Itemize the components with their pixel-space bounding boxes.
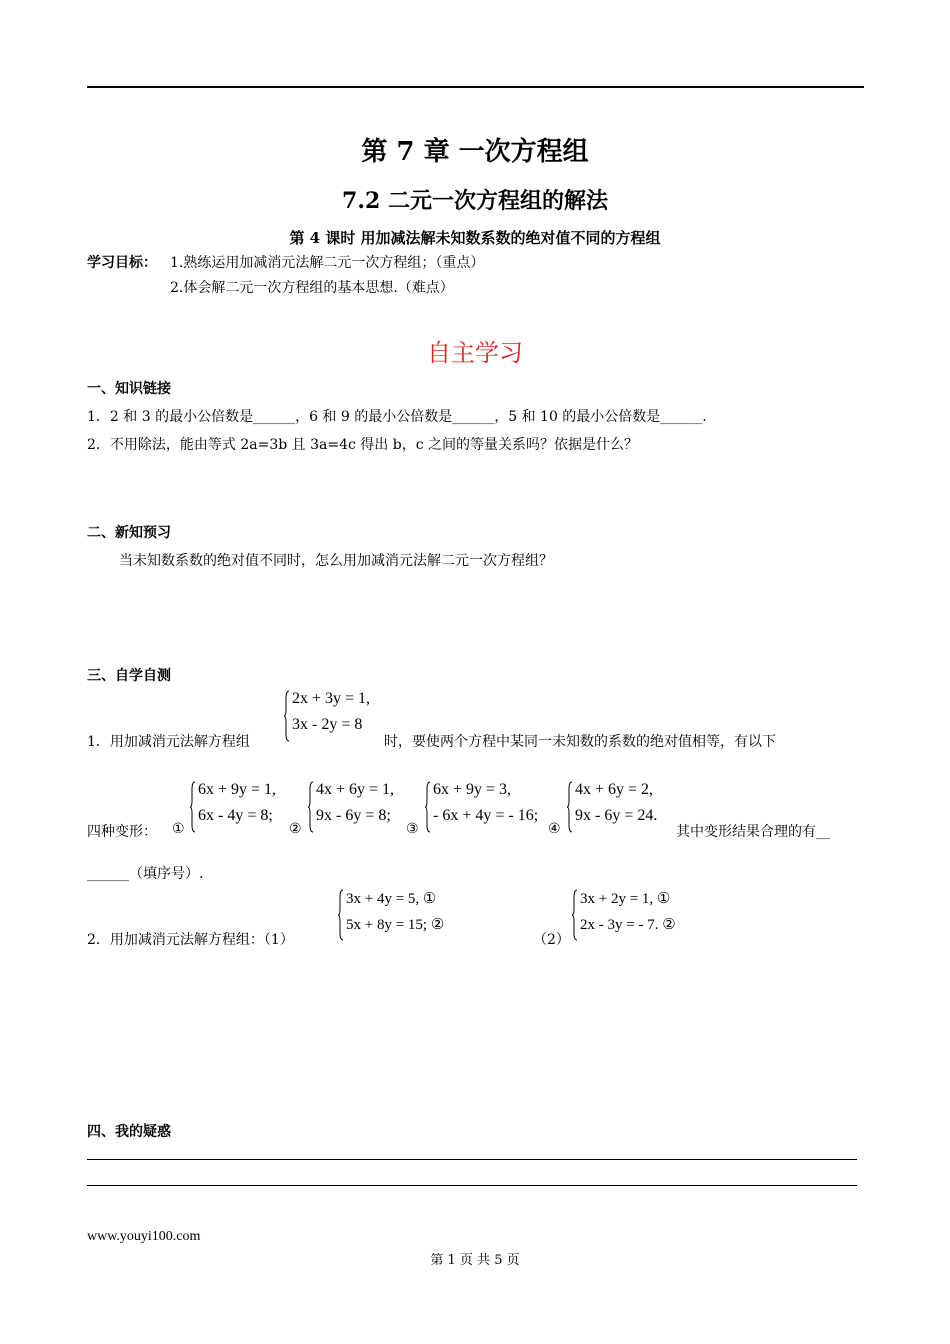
equation: 2x - 3y = - 7. ② (580, 917, 676, 933)
equation: 3x + 2y = 1, ① (580, 891, 671, 907)
variant-system (308, 781, 418, 833)
answer-line (87, 1159, 857, 1160)
s3-variants-suffix: 其中变形结果合理的有__ (676, 824, 830, 840)
left-brace-icon (308, 781, 314, 833)
footer-page-number: 第 1 页 共 5 页 (430, 1253, 520, 1268)
equation: 6x + 9y = 1, (198, 781, 277, 798)
variant-mark: ④ (548, 821, 561, 837)
s3-q1-system (284, 690, 394, 742)
footer-url: www.youyi100.com (87, 1229, 201, 1244)
objectives-label: 学习目标： (87, 255, 157, 271)
section2-text: 当未知数系数的绝对值不同时，怎么用加减消元法解二元一次方程组？ (119, 553, 553, 569)
s3-q2-system-1 (338, 889, 488, 941)
variant-system (190, 781, 300, 833)
section2-heading: 二、新知预习 (87, 525, 171, 541)
section1-heading: 一、知识链接 (87, 381, 171, 397)
variant-mark: ③ (406, 821, 419, 837)
left-brace-icon (284, 690, 290, 742)
s3-q2-prefix: 2．用加减消元法解方程组：（1） (87, 932, 294, 948)
equation: 9x - 6y = 8; (316, 807, 391, 824)
answer-line (87, 1185, 857, 1186)
objective-2: 2.体会解二元一次方程组的基本思想.（难点） (170, 280, 454, 296)
section3-heading: 三、自学自测 (87, 668, 171, 684)
chapter-title: 第 7 章 一次方程组 (361, 137, 589, 167)
lesson-title: 第 4 课时 用加减法解未知数系数的绝对值不同的方程组 (289, 229, 661, 247)
variant-system (425, 781, 555, 833)
equation: 6x - 4y = 8; (198, 807, 273, 824)
section-title: 7.2 二元一次方程组的解法 (342, 188, 608, 214)
left-brace-icon (425, 781, 431, 833)
equation: 9x - 6y = 24. (575, 807, 658, 824)
equation: - 6x + 4y = - 16; (433, 807, 539, 824)
s3-q1-prefix: 1．用加减消元法解方程组 (87, 734, 250, 750)
equation: 2x + 3y = 1, (292, 690, 371, 707)
left-brace-icon (338, 889, 344, 941)
part-title: 自主学习 (427, 339, 523, 367)
left-brace-icon (190, 781, 196, 833)
section4-heading: 四、我的疑惑 (87, 1124, 171, 1140)
section1-question-1: 1．2 和 3 的最小公倍数是______，6 和 9 的最小公倍数是______，5 和 10 的最小公倍数是______. (87, 409, 707, 425)
equation: 6x + 9y = 3, (433, 781, 512, 798)
left-brace-icon (572, 889, 578, 941)
header-rule (87, 86, 864, 88)
equation: 4x + 6y = 1, (316, 781, 395, 798)
variant-mark: ① (172, 821, 185, 837)
equation: 3x + 4y = 5, ① (346, 891, 437, 907)
s3-q2-system-2 (572, 889, 722, 941)
s3-variants-prefix: 四种变形： (87, 824, 157, 840)
equation: 5x + 8y = 15; ② (346, 917, 445, 933)
section1-question-2: 2．不用除法，能由等式 2a=3b 且 3a=4c 得出 b，c 之间的等量关系吗？依据是什么？ (87, 437, 638, 453)
left-brace-icon (567, 781, 573, 833)
s3-q2-label-2: （2） (533, 932, 570, 948)
equation: 3x - 2y = 8 (292, 716, 363, 733)
objective-1: 1.熟练运用加减消元法解二元一次方程组；（重点） (170, 255, 485, 271)
variant-system (567, 781, 677, 833)
equation: 4x + 6y = 2, (575, 781, 654, 798)
s3-variants-tail: ______（填序号）. (87, 866, 204, 882)
variant-mark: ② (289, 821, 302, 837)
s3-q1-suffix: 时，要使两个方程中某同一未知数的系数的绝对值相等，有以下 (384, 734, 776, 750)
